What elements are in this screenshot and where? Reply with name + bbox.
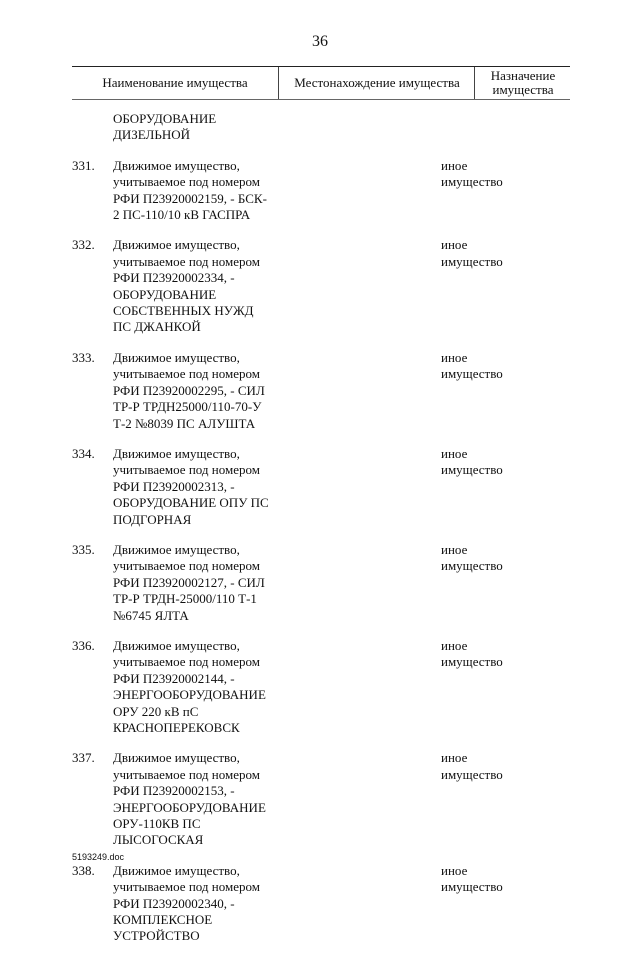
property-purpose: иное имущество	[441, 157, 503, 190]
property-name: ОБОРУДОВАНИЕ ДИЗЕЛЬНОЙ	[113, 111, 217, 143]
header-name-column: Наименование имущества	[102, 75, 248, 90]
header-purpose-label: Назначение имущества	[490, 68, 556, 97]
property-location	[273, 750, 441, 848]
property-name: Движимое имущество, учитываемое под номером РФИ П23920002334, - ОБОРУДОВАНИЕ СОБСТВЕННЫХ НУЖД ПС ДЖАНКОЙ	[113, 237, 260, 335]
property-table-body	[72, 111, 570, 959]
property-location	[273, 158, 441, 224]
property-purpose: иное имущество	[441, 445, 503, 478]
row-number: 337.	[72, 750, 95, 766]
table-row	[72, 750, 570, 848]
table-row	[72, 542, 570, 624]
property-location	[273, 350, 441, 432]
property-purpose: иное имущество	[441, 237, 503, 269]
property-location	[273, 542, 441, 624]
property-name: Движимое имущество, учитываемое под номером РФИ П23920002127, - СИЛ ТР-Р ТРДН-25000/110 Т-1 №6745 ЯЛТА	[113, 541, 265, 623]
row-number: 338.	[72, 862, 95, 878]
property-purpose: иное имущество	[441, 862, 503, 895]
table-row	[72, 638, 570, 736]
property-purpose: иное имущество	[441, 541, 503, 574]
table-row	[72, 446, 570, 528]
property-location	[273, 446, 441, 528]
page-number: 36	[312, 33, 328, 50]
table-row	[72, 350, 570, 432]
property-name: Движимое имущество, учитываемое под номером РФИ П23920002313, - ОБОРУДОВАНИЕ ОПУ ПС ПОДГОРНАЯ	[113, 445, 269, 527]
row-number: 332.	[72, 237, 95, 253]
row-number: 334.	[72, 445, 95, 461]
table-row	[72, 863, 570, 945]
table-header	[72, 66, 570, 100]
property-name: Движимое имущество, учитываемое под номером РФИ П23920002159, - БСК- 2 ПС-110/10 кВ ГАСПРА	[113, 157, 267, 223]
property-location	[273, 638, 441, 736]
row-number: 331.	[72, 157, 95, 173]
table-row	[72, 111, 570, 144]
header-location-column: Местонахождение имущества	[278, 67, 475, 99]
property-name: Движимое имущество, учитываемое под номером РФИ П23920002295, - СИЛ ТР-Р ТРДН25000/110-70-У Т-2 №8039 ПС АЛУШТА	[113, 349, 265, 431]
row-number	[72, 111, 113, 144]
document-filename: 5193249.doc	[72, 852, 125, 862]
table-row	[72, 237, 570, 335]
table-row	[72, 158, 570, 224]
property-name: Движимое имущество, учитываемое под номером РФИ П23920002340, - КОМПЛЕКСНОЕ УСТРОЙСТВО	[113, 862, 260, 944]
row-number: 336.	[72, 637, 95, 653]
row-number: 335.	[72, 541, 95, 557]
property-purpose: иное имущество	[441, 750, 503, 782]
property-name: Движимое имущество, учитываемое под номером РФИ П23920002153, - ЭНЕРГООБОРУДОВАНИЕ ОРУ-110КВ ПС ЛЫСОГОСКАЯ	[113, 750, 266, 848]
property-purpose: иное имущество	[441, 637, 503, 670]
property-name: Движимое имущество, учитываемое под номером РФИ П23920002144, - ЭНЕРГООБОРУДОВАНИЕ ОРУ 220 кВ пС КРАСНОПЕРЕКОВСК	[113, 637, 266, 735]
property-location	[273, 111, 441, 144]
row-number: 333.	[72, 349, 95, 365]
property-purpose: иное имущество	[441, 349, 503, 382]
property-location	[273, 863, 441, 945]
header-purpose-column	[474, 67, 571, 99]
property-location	[273, 237, 441, 335]
property-purpose	[441, 111, 521, 144]
